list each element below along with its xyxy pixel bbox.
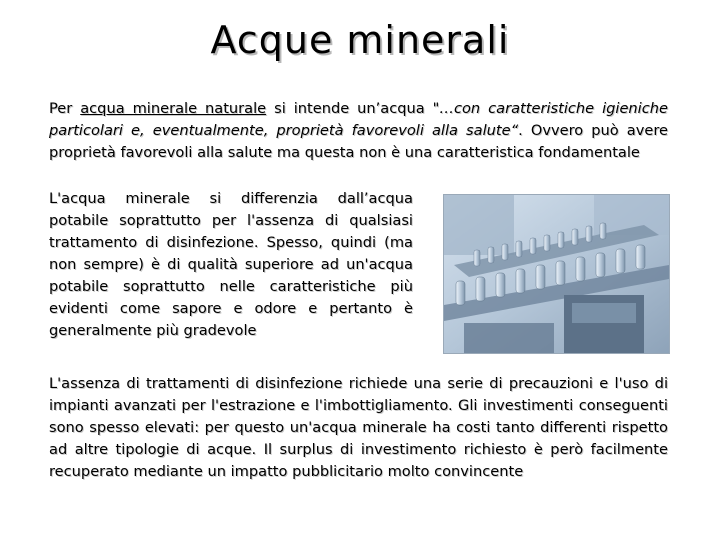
investment-paragraph: L'assenza di trattamenti di disinfezione richiede una serie di precauzioni e l'uso di impianti avanzati per l'estrazione e l'imbottigliamento. Gli investimenti conseguenti sono spesso elevati: per questo un'acqua minerale ha costi tanto differenti rispetto ad altre tipologie di acque. Il surplus di investimento richiesto è però facilmente recuperato mediante un impatto pubblicitario molto convincente xyxy=(49,375,668,480)
definition-quote: "…con caratteristiche igieniche particolari e, eventualmente, proprietà favorevoli alla salute“ xyxy=(49,100,668,139)
bottling-line-photo xyxy=(443,194,670,354)
definition-suffix: . Ovvero può avere proprietà favorevoli alla salute ma questa non è una caratteristica fondamentale xyxy=(49,122,668,161)
definition-prefix: Per xyxy=(49,100,81,117)
definition-middle: si intende un’acqua xyxy=(266,100,433,117)
definition-paragraph xyxy=(49,98,668,164)
bottling-line-illustration xyxy=(444,195,669,353)
slide-title: Acque minerali xyxy=(210,18,510,62)
definition-term: acqua minerale naturale xyxy=(80,100,267,117)
difference-paragraph: L'acqua minerale si differenzia dall’acqua potabile soprattutto per l'assenza di qualsiasi trattamento di disinfezione. Spesso, quindi (ma non sempre) è di qualità superiore ad un'acqua potabile soprattutto nelle caratteristiche più evidenti come sapore e odore e pertanto è generalmente più gradevole xyxy=(49,190,413,339)
